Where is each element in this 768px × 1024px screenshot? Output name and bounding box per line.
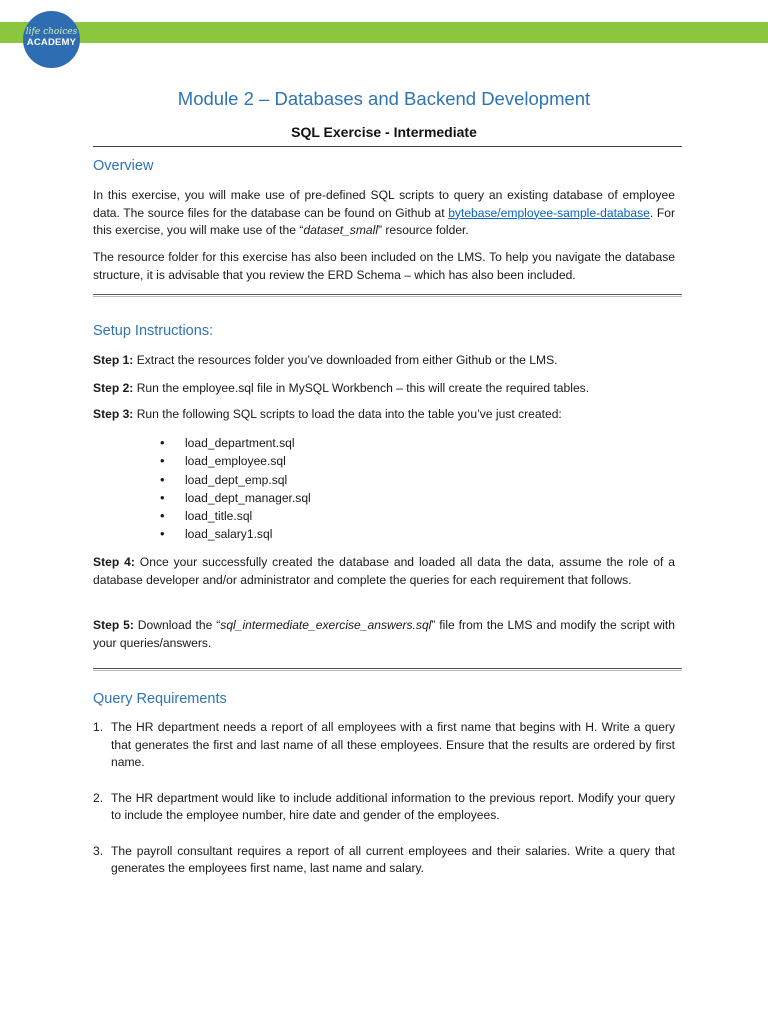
list-item bbox=[93, 719, 675, 772]
answers-file-name: sql_intermediate_exercise_answers.sql bbox=[220, 618, 432, 632]
logo-academy-text: ACADEMY bbox=[26, 37, 77, 48]
step-4-label: Step 4: bbox=[93, 555, 135, 569]
document-title: Module 2 – Databases and Backend Development bbox=[177, 88, 591, 109]
overview-text-mid: . For this exercise, you will make use of the “ bbox=[93, 205, 675, 237]
setup-step-2 bbox=[93, 380, 675, 398]
step-5-text-end: ” file from the LMS and modify the script with your queries/answers. bbox=[93, 618, 675, 650]
step-5-label: Step 5: bbox=[93, 618, 134, 632]
setup-step-5 bbox=[93, 617, 675, 652]
setup-step-1 bbox=[93, 352, 675, 370]
step-1-label: Step 1: bbox=[93, 353, 134, 367]
overview-heading: Overview bbox=[93, 158, 154, 174]
list-item: • load_department.sql bbox=[160, 434, 311, 452]
document-subtitle: SQL Exercise - Intermediate bbox=[291, 124, 477, 140]
step-5-text: Download the “ bbox=[133, 618, 221, 632]
setup-step-4 bbox=[93, 554, 675, 589]
overview-text: In this exercise, you will make use of pre-defined SQL scripts to query an existing database of employee data. The source files for the database can be found on Github at bbox=[93, 188, 675, 220]
github-link[interactable]: bytebase/employee-sample-database bbox=[448, 205, 650, 220]
step-3-text: Run the following SQL scripts to load the data into the table you’ve just created: bbox=[133, 407, 562, 421]
academy-logo bbox=[23, 11, 80, 68]
step-2-text: Run the employee.sql file in MySQL Workbench – this will create the required tables. bbox=[133, 381, 590, 395]
step-4-text: Once your successfully created the database and loaded all data the data, assume the role of a database developer and/or administrator and complete the queries for each requirement that follows. bbox=[93, 555, 676, 587]
overview-text-end: ” resource folder. bbox=[378, 223, 469, 237]
setup-heading: Setup Instructions: bbox=[93, 323, 214, 339]
item-number: 2. bbox=[93, 790, 104, 805]
list-item: • load_dept_manager.sql bbox=[160, 489, 311, 507]
item-text: The payroll consultant requires a report of all current employees and their salaries. Write a query that generates the employees first name, last name and salary. bbox=[111, 843, 675, 875]
setup-step-3 bbox=[93, 406, 675, 424]
step-2-label: Step 2: bbox=[93, 381, 134, 395]
sql-file-list bbox=[160, 434, 311, 544]
list-item: • load_salary1.sql bbox=[160, 525, 311, 543]
list-item: • load_employee.sql bbox=[160, 452, 311, 470]
overview-paragraph-1 bbox=[93, 187, 675, 240]
logo-script-text: life choices bbox=[25, 27, 78, 37]
setup-divider bbox=[93, 668, 682, 671]
overview-paragraph-2: The resource folder for this exercise has also been included on the LMS. To help you navigate the database structure, it is advisable that you review the ERD Schema – which has also been included. bbox=[93, 250, 675, 282]
list-item: • load_title.sql bbox=[160, 507, 311, 525]
header-green-bar bbox=[0, 22, 768, 43]
item-text: The HR department would like to include additional information to the previous report. Modify your query to include the employee number, hire date and gender of the employees. bbox=[111, 790, 675, 822]
list-item bbox=[93, 843, 675, 878]
overview-divider bbox=[93, 294, 682, 297]
list-item bbox=[93, 790, 675, 825]
item-number: 3. bbox=[93, 843, 104, 858]
list-item: • load_dept_emp.sql bbox=[160, 471, 311, 489]
item-number: 1. bbox=[93, 720, 104, 734]
title-divider bbox=[93, 146, 682, 147]
dataset-folder-name: dataset_small bbox=[303, 223, 379, 237]
requirements-list bbox=[93, 719, 675, 878]
step-1-text: Extract the resources folder you’ve downloaded from either Github or the LMS. bbox=[133, 353, 558, 367]
step-3-label: Step 3: bbox=[93, 407, 134, 421]
item-text: The HR department needs a report of all employees with a first name that begins with H. Write a query that generates the first and last name of all these employees. Ensure that the results are ordered by first name. bbox=[111, 720, 675, 769]
requirements-heading: Query Requirements bbox=[93, 691, 227, 707]
